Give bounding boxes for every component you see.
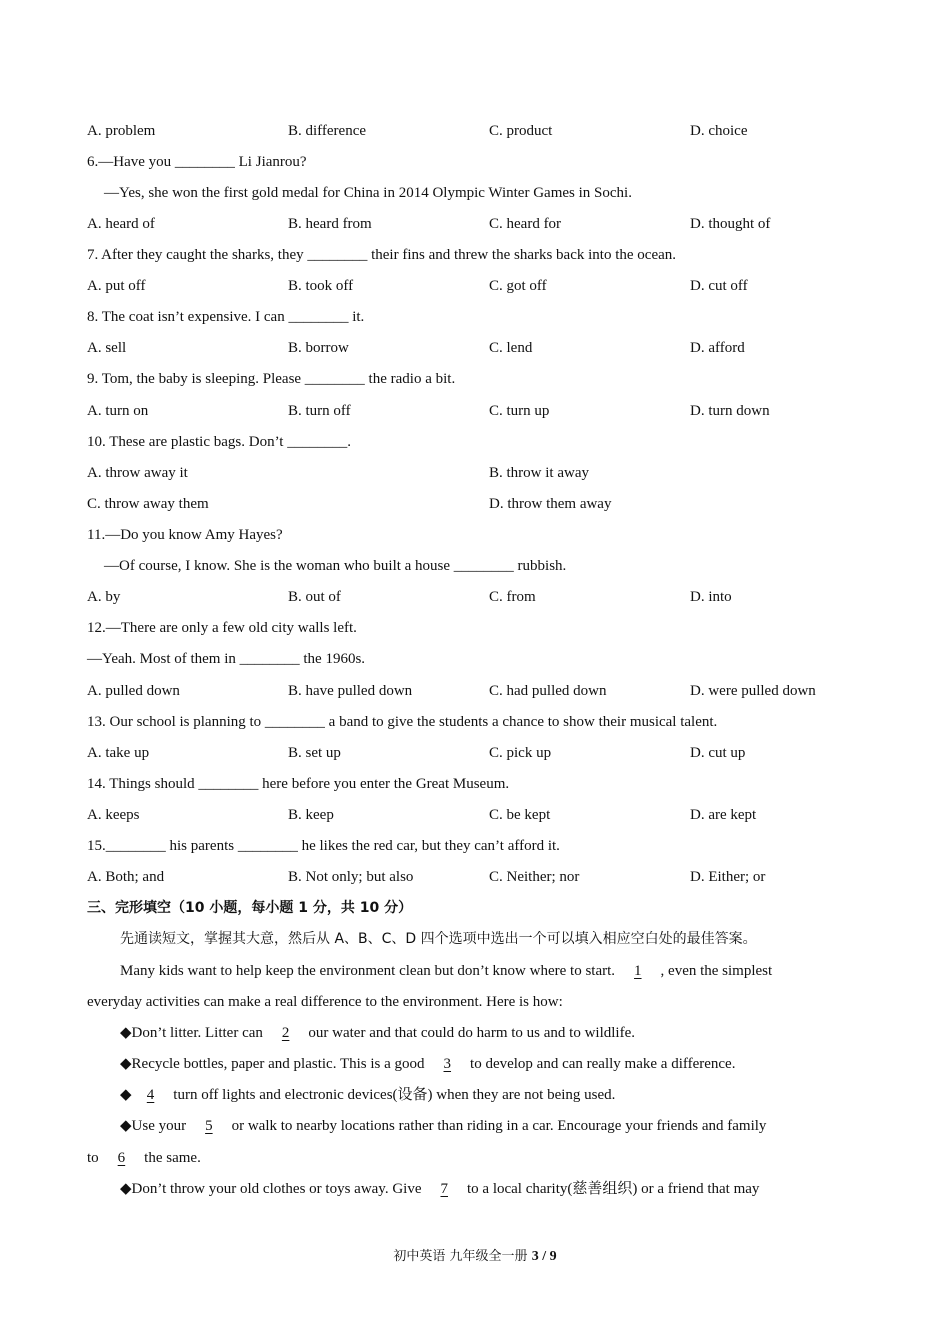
option-a: A. sell xyxy=(87,340,127,356)
option-b: B. keep xyxy=(288,807,334,823)
passage-bullet: ◆Don’t litter. Litter can 2 our water and that could do harm to us and to wildlife. xyxy=(120,1022,635,1044)
section-heading: 三、完形填空（10 小题，每小题 1 分，共 10 分） xyxy=(87,900,413,916)
option-d: D. afford xyxy=(690,340,745,356)
option-c: C. from xyxy=(489,589,536,605)
option-c: C. got off xyxy=(489,278,547,294)
option-a: A. turn on xyxy=(87,403,149,419)
option-d: D. cut up xyxy=(690,745,746,761)
option-c: C. lend xyxy=(489,340,533,356)
option-b: B. difference xyxy=(288,123,367,139)
blank-6: 6 xyxy=(117,1150,126,1166)
option-a: A. throw away it xyxy=(87,465,188,481)
option-c: C. heard for xyxy=(489,216,562,232)
question-stem: 8. The coat isn’t expensive. I can ________ it. xyxy=(87,309,365,325)
passage-bullet: ◆Don’t throw your old clothes or toys away. Give 7 to a local charity(慈善组织) or a friend that may xyxy=(120,1178,759,1200)
question-stem: 7. After they caught the sharks, they ________ their fins and threw the sharks back into the ocean. xyxy=(87,247,677,263)
option-b: B. heard from xyxy=(288,216,372,232)
question-stem: —Yeah. Most of them in ________ the 1960s. xyxy=(87,651,366,667)
option-a: A. put off xyxy=(87,278,146,294)
question-stem: 9. Tom, the baby is sleeping. Please ________ the radio a bit. xyxy=(87,371,456,387)
option-b: B. out of xyxy=(288,589,341,605)
footer-title: 初中英语 九年级全一册 xyxy=(393,1249,532,1264)
option-a: A. keeps xyxy=(87,807,140,823)
option-a: A. problem xyxy=(87,123,156,139)
question-stem: 15.________ his parents ________ he likes the red car, but they can’t afford it. xyxy=(87,838,560,854)
option-a: A. pulled down xyxy=(87,683,180,699)
section-instruction: 先通读短文，掌握其大意，然后从 A、B、C、D 四个选项中选出一个可以填入相应空白处的最佳答案。 xyxy=(120,931,757,947)
passage-line: Many kids want to help keep the environment clean but don’t know where to start. 1 , even the simplest xyxy=(120,960,772,982)
option-d: D. cut off xyxy=(690,278,748,294)
passage-bullet: ◆Recycle bottles, paper and plastic. This is a good 3 to develop and can really make a difference. xyxy=(120,1053,735,1075)
blank-5: 5 xyxy=(205,1118,213,1134)
option-d: D. Either; or xyxy=(690,869,766,885)
option-c: C. turn up xyxy=(489,403,550,419)
option-b: B. turn off xyxy=(288,403,351,419)
option-b: B. borrow xyxy=(288,340,349,356)
option-b: B. took off xyxy=(288,278,354,294)
option-d: D. were pulled down xyxy=(690,683,816,699)
blank-4: 4 xyxy=(146,1087,155,1103)
blank-1: 1 xyxy=(634,963,642,979)
option-c: C. pick up xyxy=(489,745,552,761)
option-d: D. are kept xyxy=(690,807,757,823)
option-b: B. throw it away xyxy=(489,465,589,481)
option-a: A. heard of xyxy=(87,216,155,232)
passage-bullet: ◆Use your 5 or walk to nearby locations rather than riding in a car. Encourage your friends and family xyxy=(120,1115,766,1137)
option-c: C. throw away them xyxy=(87,496,209,512)
question-stem: 10. These are plastic bags. Don’t ________. xyxy=(87,434,351,450)
blank-7: 7 xyxy=(440,1181,448,1197)
option-a: A. Both; and xyxy=(87,869,165,885)
question-stem: 11.—Do you know Amy Hayes? xyxy=(87,527,283,543)
option-c: C. Neither; nor xyxy=(489,869,580,885)
page-footer xyxy=(0,1245,950,1265)
option-d: D. thought of xyxy=(690,216,771,232)
option-b: B. have pulled down xyxy=(288,683,413,699)
option-a: A. take up xyxy=(87,745,150,761)
question-stem: 13. Our school is planning to ________ a band to give the students a chance to show their musical talent. xyxy=(87,714,718,730)
option-d: D. turn down xyxy=(690,403,770,419)
passage-line: everyday activities can make a real difference to the environment. Here is how: xyxy=(87,994,563,1010)
option-b: B. Not only; but also xyxy=(288,869,414,885)
option-b: B. set up xyxy=(288,745,341,761)
option-c: C. product xyxy=(489,123,553,139)
option-d: D. into xyxy=(690,589,732,605)
passage-line: to 6 the same. xyxy=(87,1147,201,1169)
blank-3: 3 xyxy=(443,1056,452,1072)
option-d: D. throw them away xyxy=(489,496,612,512)
option-a: A. by xyxy=(87,589,121,605)
option-c: C. be kept xyxy=(489,807,551,823)
option-d: D. choice xyxy=(690,123,748,139)
question-stem: 14. Things should ________ here before you enter the Great Museum. xyxy=(87,776,510,792)
passage-bullet: ◆ 4 turn off lights and electronic devices(设备) when they are not being used. xyxy=(120,1084,615,1106)
page-number: 3 / 9 xyxy=(531,1249,557,1264)
question-stem: 6.—Have you ________ Li Jianrou? xyxy=(87,154,307,170)
question-stem: 12.—There are only a few old city walls left. xyxy=(87,620,357,636)
question-stem: —Of course, I know. She is the woman who built a house ________ rubbish. xyxy=(104,558,567,574)
option-c: C. had pulled down xyxy=(489,683,607,699)
blank-2: 2 xyxy=(281,1025,290,1041)
question-stem: —Yes, she won the first gold medal for China in 2014 Olympic Winter Games in Sochi. xyxy=(104,185,632,201)
